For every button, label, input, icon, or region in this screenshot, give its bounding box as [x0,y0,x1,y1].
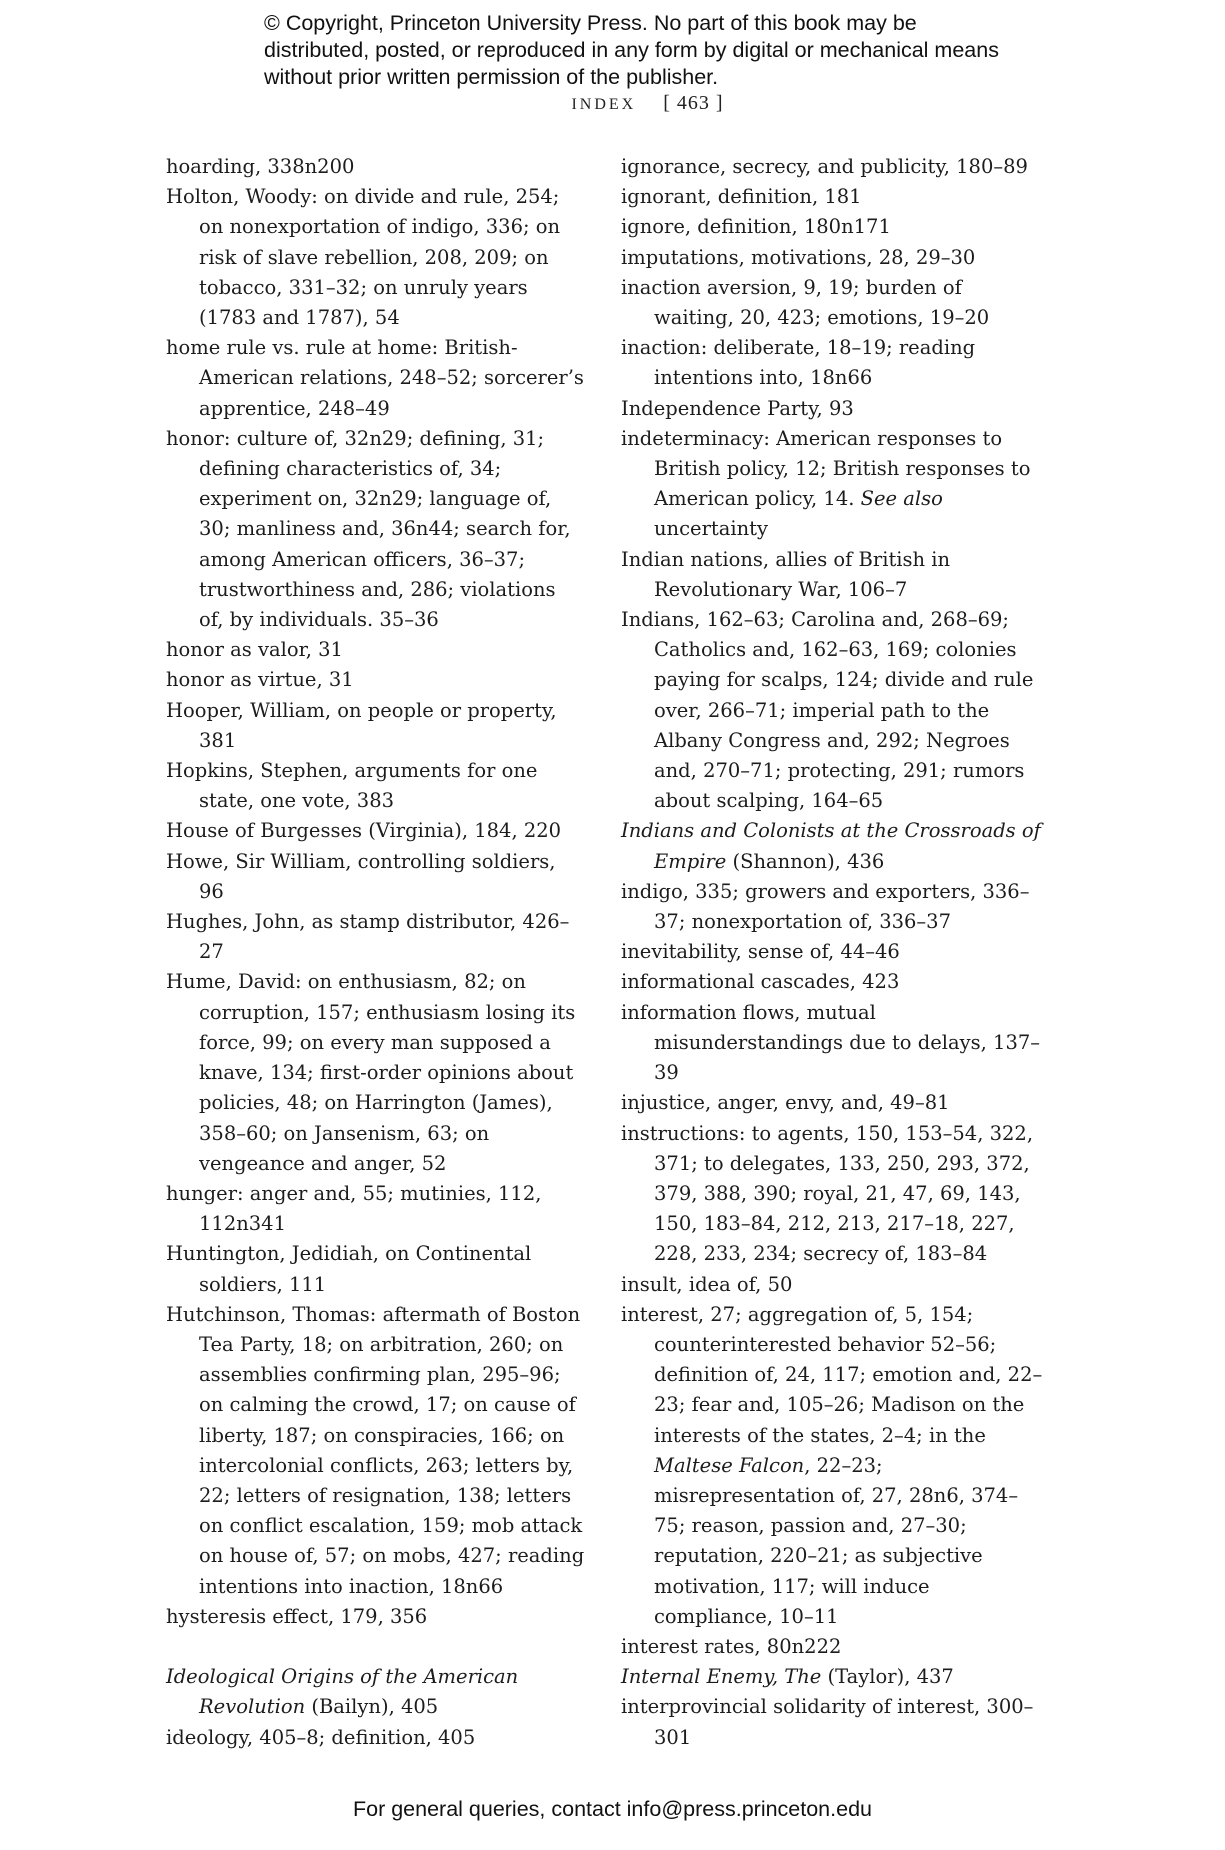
index-entry: imputations, motivations, 28, 29–30 [621,245,976,269]
copyright-notice: © Copyright, Princeton University Press. No part of this book may be distributed, posted, or reproduced in any form by digital or mechanical means without prior written permission of the publisher. [264,11,999,89]
index-entry: Hooper, William, on people or property, 381 [166,698,557,752]
index-entry: Hume, David: on enthusiasm, 82; on corruption, 157; enthusiasm losing its force, 99; on every man supposed a knave, 134; first-order opinions about policies, 48; on Harrington (James), 358–60; on Jansenism, 63; on vengeance and anger, 52 [166,970,576,1175]
index-entry: Holton, Woody: on divide and rule, 254; on nonexportation of indigo, 336; on risk of slave rebellion, 208, 209; on tobacco, 331–32; on unruly years (1783 and 1787), 54 [166,185,561,330]
index-entry: home rule vs. rule at home: British-American relations, 248–52; sorcerer’s apprentice, 248–49 [166,336,584,420]
index-entry: insult, idea of, 50 [621,1272,793,1296]
index-entry: interest, 27; aggregation of, 5, 154; counterinterested behavior 52–56; definition of, 24, 117; emotion and, 22–23; fear and, 105–26; Madison on the interests of the states, 2–4; in the Maltese Falcon, 22–23; misrepresentation of, 27, 28n6, 374–75; reason, passion and, 27–30; reputation, 220–21; as subjective motivation, 117; will induce compliance, 10–11 [621,1302,1043,1628]
index-column-right [621,152,1046,1753]
index-entry: Hutchinson, Thomas: aftermath of Boston Tea Party, 18; on arbitration, 260; on assemblies confirming plan, 295–96; on calming the crowd, 17; on cause of liberty, 187; on conspiracies, 166; on intercolonial conflicts, 263; letters by, 22; letters of resignation, 138; letters on conflict escalation, 159; mob attack on house of, 57; on mobs, 427; reading intentions into inaction, 18n66 [166,1302,585,1598]
index-entry: Independence Party, 93 [621,396,854,420]
index-entry: honor as virtue, 31 [166,668,354,692]
index-entry: Internal Enemy, The (Taylor), 437 [621,1665,954,1689]
index-entry: Ideological Origins of the American Revolution (Bailyn), 405 [166,1665,519,1719]
page-number: [ 463 ] [663,92,724,114]
index-entry: inevitability, sense of, 44–46 [621,940,900,964]
index-entry: hysteresis effect, 179, 356 [166,1604,428,1628]
index-entry: informational cascades, 423 [621,970,900,994]
index-entry: injustice, anger, envy, and, 49–81 [621,1091,950,1115]
index-entry: honor as valor, 31 [166,638,343,662]
index-entry: ignore, definition, 180n171 [621,215,891,239]
index-entry: House of Burgesses (Virginia), 184, 220 [166,819,562,843]
index-column-left [166,152,586,1753]
running-head-label: INDEX [571,96,637,113]
index-entry: Indians, 162–63; Carolina and, 268–69; Catholics and, 162–63, 169; colonies paying for scalps, 124; divide and rule over, 266–71; imperial path to the Albany Congress and, 292; Negroes and, 270–71; protecting, 291; rumors about scalping, 164–65 [621,608,1034,813]
index-entry: Indian nations, allies of British in Revolutionary War, 106–7 [621,547,951,601]
index-entry: inaction: deliberate, 18–19; reading intentions into, 18n66 [621,336,976,390]
index-entry: interprovincial solidarity of interest, 300–301 [621,1695,1034,1749]
index-entry: ideology, 405–8; definition, 405 [166,1725,476,1749]
index-entry: interest rates, 80n222 [621,1634,842,1658]
index-entry: Indians and Colonists at the Crossroads of Empire (Shannon), 436 [621,819,1041,873]
index-entry: indeterminacy: American responses to British policy, 12; British responses to American policy, 14. See also uncertainty [621,426,1031,541]
index-entry: instructions: to agents, 150, 153–54, 322, 371; to delegates, 133, 250, 293, 372, 379, 388, 390; royal, 21, 47, 69, 143, 150, 183–84, 212, 213, 217–18, 227, 228, 233, 234; secrecy of, 183–84 [621,1121,1034,1266]
footer-contact: For general queries, contact info@press.princeton.edu [352,1797,872,1821]
index-entry: Hopkins, Stephen, arguments for one state, one vote, 383 [166,759,538,813]
index-entry: ignorance, secrecy, and publicity, 180–89 [621,155,1028,178]
index-entry: Howe, Sir William, controlling soldiers, 96 [166,849,556,903]
index-entry: Hughes, John, as stamp distributor, 426–27 [166,910,570,964]
index-entry: indigo, 335; growers and exporters, 336–37; nonexportation of, 336–37 [621,879,1030,934]
index-entry: information flows, mutual misunderstandings due to delays, 137–39 [621,1000,1041,1085]
index-entry: inaction aversion, 9, 19; burden of waiting, 20, 423; emotions, 19–20 [621,275,990,330]
index-entry: Huntington, Jedidiah, on Continental soldiers, 111 [166,1242,532,1296]
index-entry: honor: culture of, 32n29; defining, 31; defining characteristics of, 34; experiment on, 32n29; language of, 30; manliness and, 36n44; search for, among American officers, 36–37; trustworthiness and, 286; violations of, by individuals. 35–36 [166,426,571,632]
index-entry: ignorant, definition, 181 [621,185,862,209]
index-entry: hunger: anger and, 55; mutinies, 112, 112n341 [166,1181,542,1236]
index-entry: hoarding, 338n200 [166,155,355,178]
running-head [0,92,1225,115]
